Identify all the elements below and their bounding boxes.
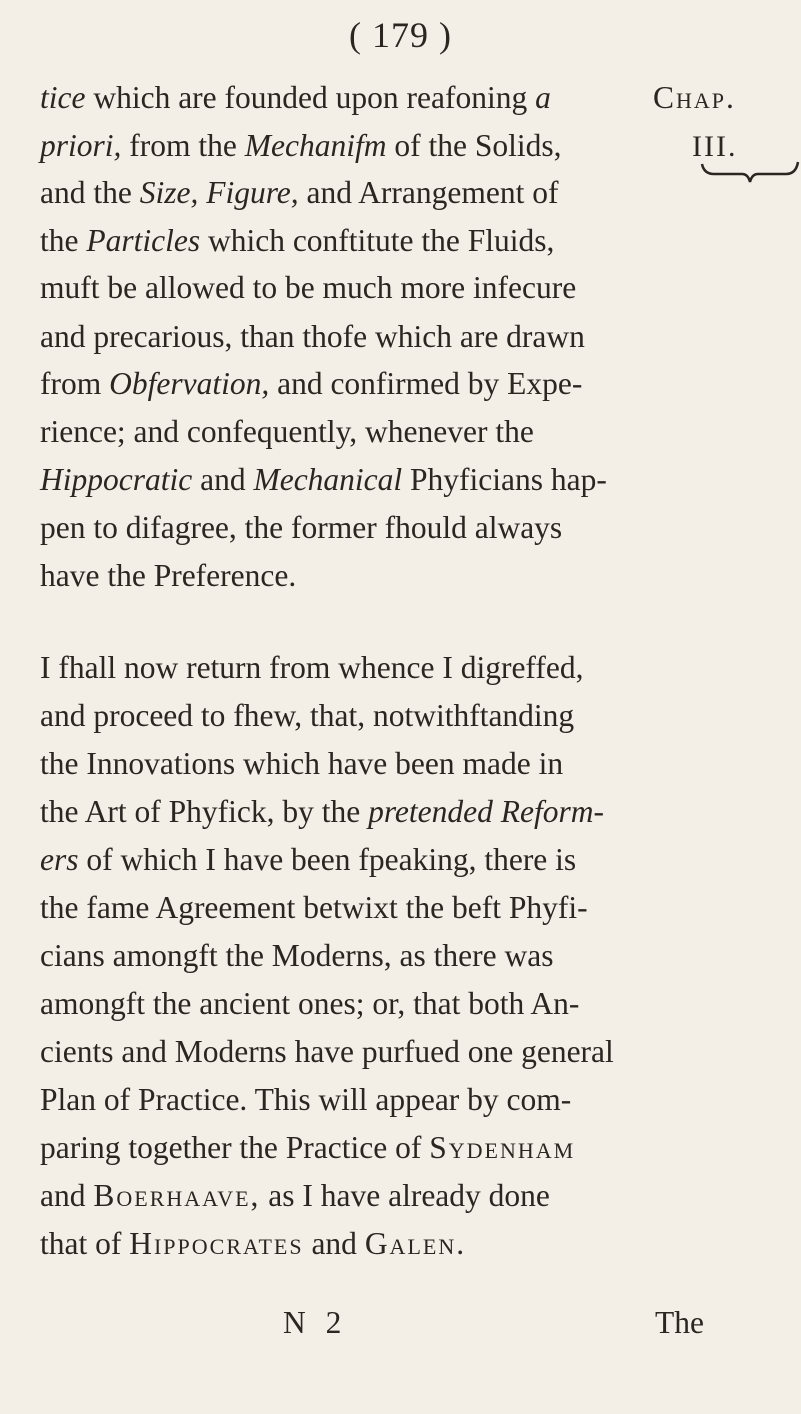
text-run: from xyxy=(40,366,110,401)
text-run: Phyficians hap- xyxy=(402,462,607,497)
text-line xyxy=(40,748,563,780)
text-line xyxy=(40,892,588,924)
text-line xyxy=(40,1180,550,1212)
text-run: pen to difagree, the former fhould always xyxy=(40,510,563,545)
text-run: that of xyxy=(40,1226,130,1261)
text-run: from the xyxy=(121,128,245,163)
page-footer xyxy=(0,1305,801,1345)
text-run: rience; and confequently, whenever the xyxy=(40,414,534,449)
text-run: Plan of Practice. This will appear by com- xyxy=(40,1082,572,1117)
text-run: cients and Moderns have purfued one general xyxy=(40,1034,614,1069)
italic-run: tice xyxy=(40,80,86,115)
text-line xyxy=(40,464,607,496)
signature-mark: N 2 xyxy=(283,1305,348,1340)
italic-run: priori, xyxy=(40,128,122,163)
small-caps-run: Hippocrates xyxy=(129,1226,304,1261)
text-line xyxy=(40,1132,575,1164)
text-run: and proceed to fhew, that, notwithftanding xyxy=(40,698,575,733)
text-run: and precarious, than thofe which are drawn xyxy=(40,319,585,354)
italic-run: Size, xyxy=(139,175,199,210)
italic-run: Mechanifm xyxy=(244,128,387,163)
text-line xyxy=(40,1084,571,1116)
small-caps-run: Galen. xyxy=(364,1226,467,1261)
text-line xyxy=(40,988,579,1020)
text-line xyxy=(40,368,582,400)
margin-note-chapter: Chap. xyxy=(653,80,736,115)
text-run: of which I have been fpeaking, there is xyxy=(78,842,577,877)
text-line xyxy=(40,82,551,114)
text-run: which conftitute the Fluids, xyxy=(200,223,555,258)
text-run: and xyxy=(303,1226,365,1261)
text-run: the fame Agreement betwixt the beft Phyfi- xyxy=(40,890,588,925)
text-line xyxy=(40,1036,614,1068)
italic-run: ers xyxy=(40,842,79,877)
page-number: ( 179 ) xyxy=(349,15,452,55)
text-run: the Art of Phyfick, by the xyxy=(40,794,369,829)
italic-run: Particles xyxy=(86,223,201,258)
text-line xyxy=(40,321,585,353)
text-line xyxy=(40,940,553,972)
text-run: cians amongft the Moderns, as there was xyxy=(40,938,554,973)
text-run: paring together the Practice of xyxy=(40,1130,430,1165)
text-run: which are founded upon reafoning xyxy=(85,80,536,115)
italic-run: pretended Reform- xyxy=(368,794,604,829)
small-caps-run: Boerhaave, xyxy=(93,1178,261,1213)
text-line xyxy=(40,1228,466,1260)
text-run: and xyxy=(40,1178,94,1213)
text-line xyxy=(40,512,562,544)
text-run: and xyxy=(192,462,254,497)
italic-run: a xyxy=(535,80,551,115)
text-run: I fhall now return from whence I digreffed, xyxy=(40,650,584,685)
italic-run: Mechanical xyxy=(253,462,403,497)
text-run: muft be allowed to be much more infecure xyxy=(40,270,577,305)
margin-note-roman: III. xyxy=(692,130,738,163)
catchword: The xyxy=(655,1305,704,1340)
text-run: of the Solids, xyxy=(386,128,562,163)
text-line xyxy=(40,416,534,448)
text-run: the Innovations which have been made in xyxy=(40,746,564,781)
text-line xyxy=(40,225,554,257)
text-run: as I have already done xyxy=(260,1178,550,1213)
text-line xyxy=(40,130,561,162)
text-line xyxy=(40,560,296,592)
text-run: and the xyxy=(40,175,140,210)
text-run: and Arrangement of xyxy=(298,175,559,210)
italic-run: Hippocratic xyxy=(40,462,193,497)
text-line xyxy=(40,844,576,876)
text-line xyxy=(40,796,604,828)
italic-run: Figure, xyxy=(206,175,299,210)
text-line xyxy=(40,700,574,732)
italic-run: Obfervation, xyxy=(109,366,270,401)
text-run: amongft the ancient ones; or, that both An- xyxy=(40,986,580,1021)
text-run: and confirmed by Expe- xyxy=(269,366,583,401)
small-caps-run: Sydenham xyxy=(429,1130,576,1165)
text-line xyxy=(40,652,583,684)
text-run: the xyxy=(40,223,87,258)
text-line xyxy=(40,272,576,304)
text-run: have the Preference. xyxy=(40,558,297,593)
text-line xyxy=(40,177,558,209)
